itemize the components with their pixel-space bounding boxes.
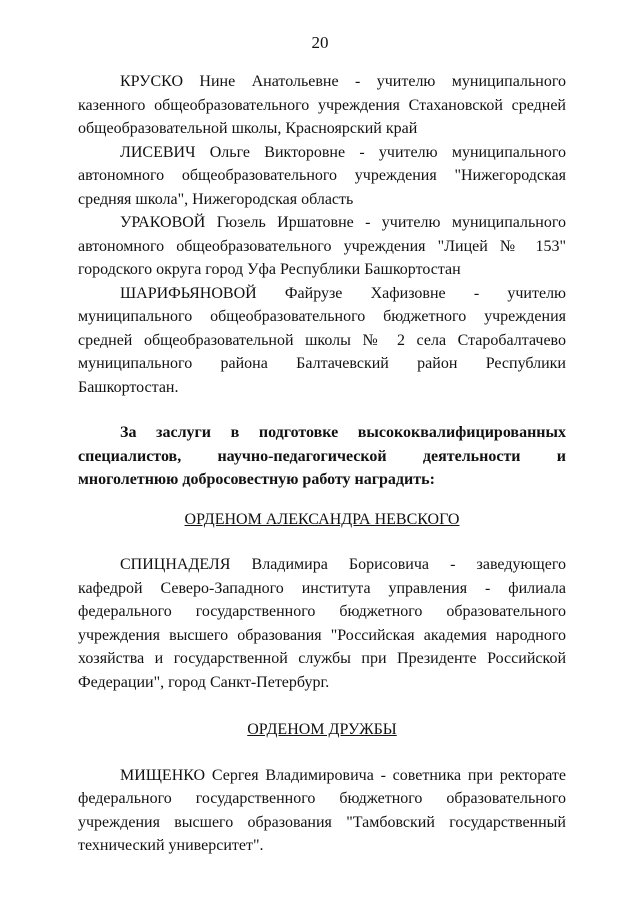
page-number: 20 (311, 33, 329, 52)
decree-statement: За заслуги в подготовке высококвалифицированных специалистов, научно-педагогической деятельности и многолетнюю добросовестную работу наградить: (78, 424, 566, 488)
award-recipient-paragraph: МИЩЕНКО Сергея Владимировича - советника при ректорате федерального государственного бюджетного образовательного учреждения высшего образования "Тамбовский государственный технический университет". (78, 766, 566, 854)
recipient-paragraph: ЛИСЕВИЧ Ольге Викторовне - учителю муниципального автономного общеобразовательного учреждения "Нижегородская средняя школа", Нижегородская область (78, 143, 566, 208)
recipient-paragraph: УРАКОВОЙ Гюзель Иршатовне - учителю муниципального автономного общеобразовательного учреждения "Лицей № 153" городского округа город Уфа Республики Башкортостан (78, 214, 566, 278)
recipient-paragraph: КРУСКО Нине Анатольевне - учителю муниципального казенного общеобразовательного учреждения Стахановской средней общеобразовательной школы, Красноярский край (78, 73, 566, 137)
recipient-paragraph: ШАРИФЬЯНОВОЙ Файрузе Хафизовне - учителю муниципального общеобразовательного бюджетного учреждения средней общеобразовательной школы № 2 села Старобалтачево муниципального района Балтачевский район Республики Башкортостан. (78, 284, 566, 396)
award-heading-friendship: ОРДЕНОМ ДРУЖБЫ (247, 721, 397, 738)
award-recipient-paragraph: СПИЦНАДЕЛЯ Владимира Борисовича - заведующего кафедрой Северо-Западного института управления - филиала федерального государственного бюджетного образовательного учреждения высшего образования "Российская академия народного хозяйства и государственной службы при Президенте Российской Федерации", город Санкт-Петербург. (78, 556, 566, 691)
award-heading-alexander-nevsky: ОРДЕНОМ АЛЕКСАНДРА НЕВСКОГО (184, 510, 460, 528)
document-body (78, 70, 566, 858)
